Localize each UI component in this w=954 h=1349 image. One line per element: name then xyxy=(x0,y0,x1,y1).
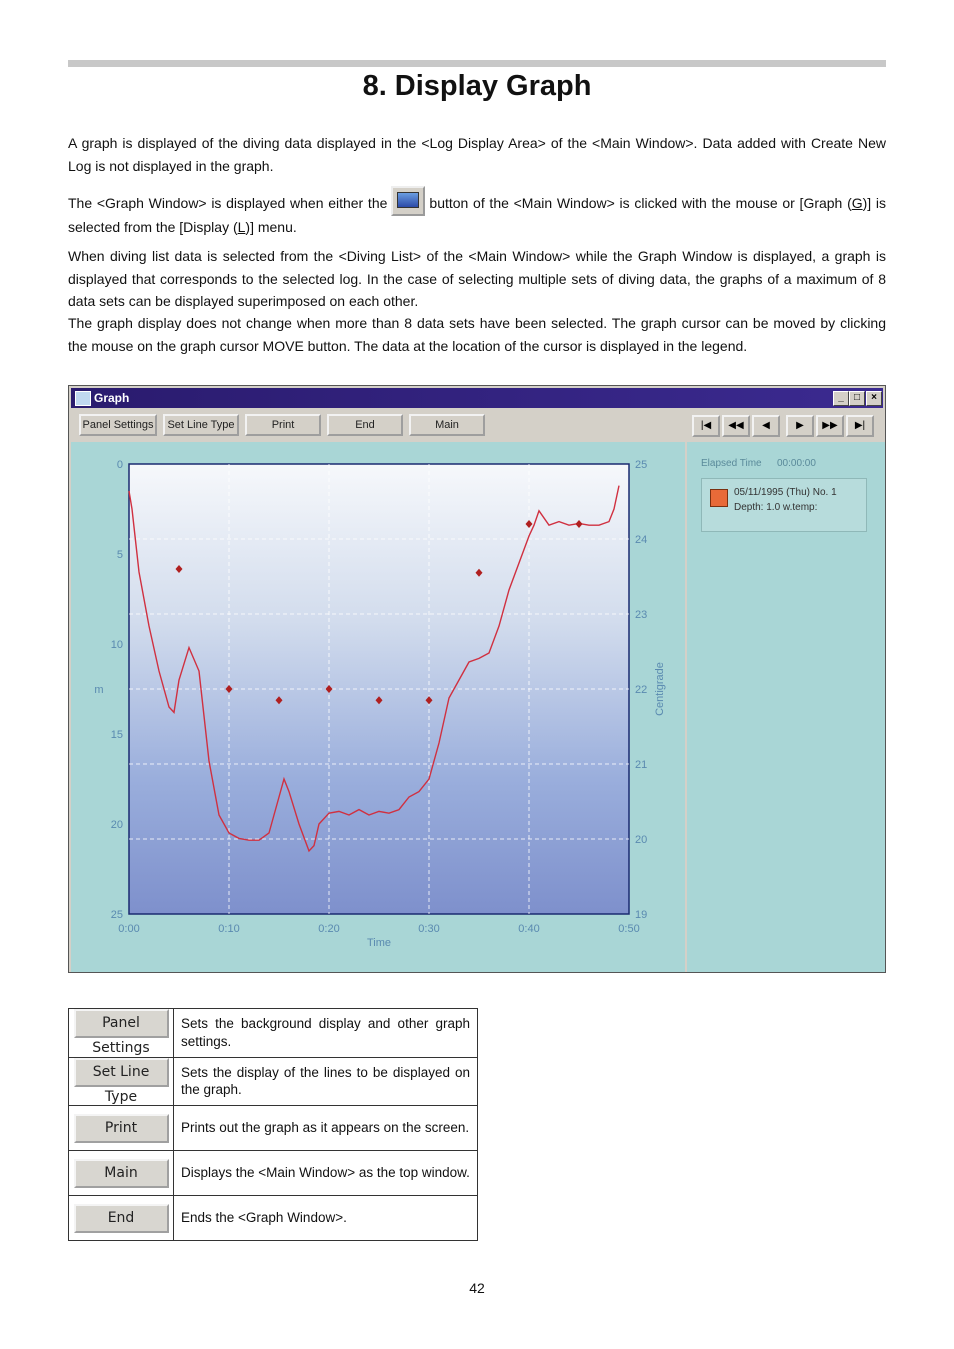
close-button[interactable]: × xyxy=(866,391,882,406)
dive-graph xyxy=(71,442,685,972)
end-button[interactable]: End xyxy=(327,414,403,436)
y-tick-label: 5 xyxy=(116,549,123,561)
row-description: Prints out the graph as it appears on the screen. xyxy=(174,1106,478,1151)
selection-paragraph: When diving list data is selected from the <Diving List> of the <Main Window> while the Graph Window is displayed, a graph is displayed that corresponds to the selected log. In the case of selecting multiple sets of diving data, the graphs of a maximum of 8 data sets can be displayed superimposed on each other. xyxy=(68,248,886,309)
table-row xyxy=(69,1106,478,1151)
y-tick-label: 15 xyxy=(110,729,123,741)
y2-tick-label: 19 xyxy=(635,909,648,921)
table-row xyxy=(69,1151,478,1196)
plot-area xyxy=(129,464,629,914)
page-number: 42 xyxy=(469,1280,485,1296)
y2-tick-label: 24 xyxy=(635,534,648,546)
main-button-image: Main xyxy=(74,1159,169,1188)
elapsed-time-value: 00:00:00 xyxy=(777,458,816,469)
y-tick-label: 0 xyxy=(116,459,123,471)
x-tick-label: 0:00 xyxy=(118,923,140,935)
cursor-paragraph: The graph display does not change when more than 8 data sets have been selected. The graph cursor can be moved by clicking the mouse on the graph cursor MOVE button. The data at the location of the cursor is displayed in the legend. xyxy=(68,315,886,354)
legend-swatch xyxy=(710,489,728,507)
y-axis-label: m xyxy=(94,684,104,696)
end-button-image: End xyxy=(74,1204,169,1233)
minimize-button[interactable]: _ xyxy=(833,391,849,406)
row-description: Sets the display of the lines to be displayed on the graph. xyxy=(174,1057,478,1106)
previous-icon[interactable]: ◀ xyxy=(752,415,780,437)
panel-settings-button-image: Panel Settings xyxy=(74,1009,169,1038)
print-button-image: Print xyxy=(74,1114,169,1143)
y-tick-label: 10 xyxy=(110,639,123,651)
legend-panel xyxy=(687,442,885,972)
set-line-type-button[interactable]: Set Line Type xyxy=(163,414,239,436)
panel-settings-button[interactable]: Panel Settings xyxy=(79,414,157,436)
legend-date: 05/11/1995 (Thu) No. 1 xyxy=(734,487,837,498)
x-tick-label: 0:20 xyxy=(318,923,340,935)
rewind-icon[interactable]: ◀◀ xyxy=(722,415,750,437)
y-tick-label: 25 xyxy=(110,909,123,921)
y2-tick-label: 23 xyxy=(635,609,648,621)
table-row xyxy=(69,1057,478,1106)
print-button[interactable]: Print xyxy=(245,414,321,436)
graph-button-icon xyxy=(391,186,425,216)
fast-forward-icon[interactable]: ▶▶ xyxy=(816,415,844,437)
elapsed-time-label: Elapsed Time xyxy=(701,458,762,469)
graph-window-screenshot xyxy=(68,385,886,973)
page-title: 8. Display Graph xyxy=(362,70,592,102)
window-title: Graph xyxy=(94,391,130,405)
top-rule xyxy=(68,60,886,67)
legend-entry xyxy=(701,478,867,532)
x-tick-label: 0:30 xyxy=(418,923,440,935)
open-graph-paragraph: The <Graph Window> is displayed when either the button of the <Main Window> is clicked with the mouse or [Graph (G)] is selected from the [Display (L)] menu. xyxy=(68,186,886,239)
intro-paragraph: A graph is displayed of the diving data displayed in the <Log Display Area> of the <Main Window>. Data added with Create New Log is not displayed in the graph. xyxy=(68,135,886,174)
y2-tick-label: 20 xyxy=(635,834,648,846)
first-icon[interactable]: |◀ xyxy=(692,415,720,437)
next-icon[interactable]: ▶ xyxy=(786,415,814,437)
y2-tick-label: 22 xyxy=(635,684,648,696)
x-tick-label: 0:50 xyxy=(618,923,640,935)
window-titlebar xyxy=(71,388,883,408)
x-tick-label: 0:40 xyxy=(518,923,540,935)
legend-values: Depth: 1.0 w.temp: xyxy=(734,502,818,513)
main-button[interactable]: Main xyxy=(409,414,485,436)
x-axis-label: Time xyxy=(366,937,392,949)
y2-tick-label: 25 xyxy=(635,459,648,471)
table-row xyxy=(69,1009,478,1058)
maximize-button[interactable]: □ xyxy=(849,391,865,406)
x-tick-label: 0:10 xyxy=(218,923,240,935)
row-description: Displays the <Main Window> as the top window. xyxy=(174,1151,478,1196)
graph-panel xyxy=(71,442,685,972)
button-table xyxy=(68,1008,478,1241)
y2-tick-label: 21 xyxy=(635,759,648,771)
row-description: Ends the <Graph Window>. xyxy=(174,1196,478,1241)
set-line-type-button-image: Set Line Type xyxy=(74,1058,169,1087)
last-icon[interactable]: ▶| xyxy=(846,415,874,437)
app-icon xyxy=(75,391,91,406)
row-description: Sets the background display and other graph settings. xyxy=(174,1009,478,1058)
y2-axis-label: Centigrade xyxy=(654,662,666,716)
table-row xyxy=(69,1196,478,1241)
y-tick-label: 20 xyxy=(110,819,123,831)
